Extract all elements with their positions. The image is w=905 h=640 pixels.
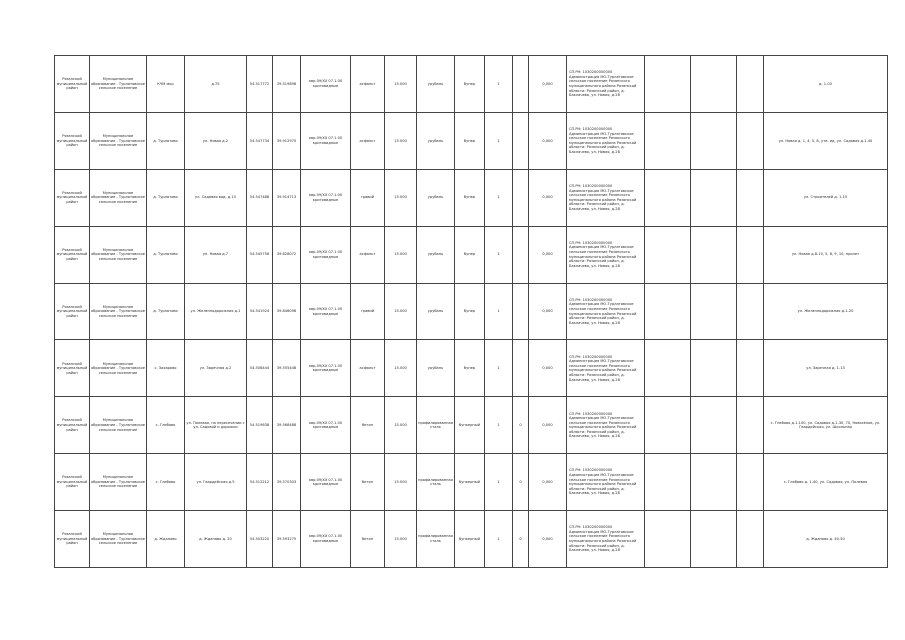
table-cell: 0 (513, 397, 529, 454)
table-cell: урубань (417, 283, 455, 340)
table-cell: урубань (417, 340, 455, 397)
table-cell (645, 226, 691, 283)
table-cell: бетон (351, 397, 385, 454)
table-cell: бунер (455, 340, 485, 397)
table-cell: 0,000 (529, 397, 567, 454)
table-cell: 54.517772 (247, 56, 273, 113)
table-row (55, 397, 888, 454)
table-cell: Рязанский муниципальный район (55, 397, 90, 454)
table-cell: бунер (455, 226, 485, 283)
table-cell: квр.09/ХХ 07.1.00 критовидные (301, 226, 351, 283)
table-cell: гравий (351, 283, 385, 340)
table-cell: Рязанский муниципальный район (55, 112, 90, 169)
table-cell: 39.593275 (273, 511, 301, 568)
table-cell: 1 (485, 283, 513, 340)
table-cell (513, 283, 529, 340)
table-cell (645, 340, 691, 397)
table-cell: 54.508444 (247, 340, 273, 397)
table-cell: бунер (455, 56, 485, 113)
table-cell: профилированная сталь (417, 454, 455, 511)
table-cell: 0,000 (529, 169, 567, 226)
table-cell: д. Жданово (147, 511, 185, 568)
table-cell: с. Глебово (147, 454, 185, 511)
table-cell: 1 (485, 340, 513, 397)
table-cell: 1 (485, 454, 513, 511)
table-cell (691, 169, 737, 226)
table-cell: ул. Полевая, на пересечении с ул. Садовой и дорожки (185, 397, 247, 454)
table-cell (513, 340, 529, 397)
table-cell (737, 169, 764, 226)
table-cell: 0 (513, 511, 529, 568)
table-cell: 39.914713 (273, 169, 301, 226)
table-cell (737, 226, 764, 283)
table-cell: ул. Садовая вод. д.15 (185, 169, 247, 226)
table-cell: бетон (351, 511, 385, 568)
table-cell: д. Турлатово (147, 169, 185, 226)
table-cell: 15.000 (385, 56, 417, 113)
table-cell: квр.09/ХХ 07.1.00 критовидные (301, 511, 351, 568)
table-row (55, 226, 888, 283)
table-cell (691, 340, 737, 397)
table-cell (645, 169, 691, 226)
table-cell (737, 340, 764, 397)
table-cell: д. Турлатово (147, 226, 185, 283)
table-cell: 54.503220 (247, 511, 273, 568)
table-cell: Рязанский муниципальный район (55, 340, 90, 397)
table-cell: СП.РН: 1030200000000 Администрация МО-Турлатовское сельское поселение Рязанского муниципального района Рязанской области: Рязанский район, д. Баклачево, ул. Новая, д.28 (567, 56, 645, 113)
table-cell: Муниципальное образование - Турлатовское сельское поселение (90, 340, 147, 397)
table-cell: д. Турлатово (147, 112, 185, 169)
table-cell: д. Жданово д. 20 (185, 511, 247, 568)
table-cell: д.75 (185, 56, 247, 113)
table-cell (645, 283, 691, 340)
table-cell: Рязанский муниципальный район (55, 226, 90, 283)
table-cell: КЧМ мкр (147, 56, 185, 113)
table-cell: ул. Новая д. 1, 4, 5, 8, уте. ид, ул. Садовая д.1-40 (764, 112, 888, 169)
table-cell: СП.РН: 1030200000000 Администрация МО-Турлатовское сельское поселение Рязанского муниципального района Рязанской области: Рязанский район, д. Баклачево, ул. Новая, д.28 (567, 169, 645, 226)
table-cell (645, 112, 691, 169)
table-cell: д. 1-03 (764, 56, 888, 113)
table-cell (737, 511, 764, 568)
table-cell: СП.РН: 1030200000000 Администрация МО-Турлатовское сельское поселение Рязанского муниципального района Рязанской области: Рязанский район, д. Баклачево, ул. Новая, д.28 (567, 283, 645, 340)
table-row (55, 454, 888, 511)
table-cell: Рязанский муниципальный район (55, 169, 90, 226)
table-cell: бунер (455, 283, 485, 340)
table-cell: 39.828072 (273, 226, 301, 283)
table-cell: ул. Новая д.7 (185, 226, 247, 283)
table-cell: 0,000 (529, 56, 567, 113)
table-cell: асфальт (351, 340, 385, 397)
table-cell: урубань (417, 112, 455, 169)
table-cell (645, 397, 691, 454)
table-cell: 15.000 (385, 340, 417, 397)
table-cell: бунер (455, 169, 485, 226)
table-cell: СП.РН: 1030200000000 Администрация МО-Турлатовское сельское поселение Рязанского муниципального района Рязанской области: Рязанский район, д. Баклачево, ул. Новая, д.28 (567, 511, 645, 568)
table-cell: Муниципальное образование - Турлатовское сельское поселение (90, 112, 147, 169)
table-cell: 1 (485, 397, 513, 454)
table-cell: 54.519838 (247, 397, 273, 454)
table-cell: 39.912970 (273, 112, 301, 169)
table-cell: с. Глебово д. 1-40, ул. Садовая, ул. Полевая (764, 454, 888, 511)
table-cell (645, 511, 691, 568)
table-cell: с. Захарово (147, 340, 185, 397)
table-cell: урубань (417, 226, 455, 283)
table-cell (737, 397, 764, 454)
table-cell (645, 56, 691, 113)
table-cell: 54.512212 (247, 454, 273, 511)
table-cell: СП.РН: 1030200000000 Администрация МО-Турлатовское сельское поселение Рязанского муниципального района Рязанской области: Рязанский район, д. Баклачево, ул. Новая, д.28 (567, 112, 645, 169)
table-cell: 1 (485, 56, 513, 113)
table-cell: 54.541924 (247, 283, 273, 340)
table-cell: квр.09/ХХ 07.1.00 критовидные (301, 397, 351, 454)
table-cell: квр.09/ХХ 07.1.00 критовидные (301, 169, 351, 226)
table-cell (737, 56, 764, 113)
table-cell (691, 112, 737, 169)
table-cell: ул. Железнодорожная д.1-20 (764, 283, 888, 340)
table-cell: урубань (417, 56, 455, 113)
table-cell: 15.000 (385, 397, 417, 454)
table-row (55, 169, 888, 226)
table-cell: СП.РН: 1030200000000 Администрация МО-Турлатовское сельское поселение Рязанского муниципального района Рязанской области: Рязанский район, д. Баклачево, ул. Новая, д.28 (567, 397, 645, 454)
table-row (55, 340, 888, 397)
table-cell: бункерный (455, 511, 485, 568)
table-cell (691, 283, 737, 340)
table-row (55, 56, 888, 113)
table-cell: 39.519898 (273, 56, 301, 113)
table-cell: бункерный (455, 454, 485, 511)
table-cell: квр.09/ХХ 07.1.00 критовидные (301, 112, 351, 169)
table-cell: квр.09/ХХ 07.1.00 критовидные (301, 340, 351, 397)
registry-table (54, 55, 888, 568)
table-cell: СП.РН: 1030200000000 Администрация МО-Турлатовское сельское поселение Рязанского муниципального района Рязанской области: Рязанский район, д. Баклачево, ул. Новая, д.28 (567, 340, 645, 397)
table-cell: ул. Новая д.8-10, 5, 6, 9, 10, пролет (764, 226, 888, 283)
table-cell: гравий (351, 169, 385, 226)
table-cell: 15.000 (385, 169, 417, 226)
table-cell: бункерный (455, 397, 485, 454)
table-cell (737, 112, 764, 169)
table-cell: с. Глебово (147, 397, 185, 454)
table-row (55, 112, 888, 169)
table-cell: квр.09/ХХ 07.1.00 критовидные (301, 283, 351, 340)
table-cell: асфальт (351, 112, 385, 169)
table-cell: 0,000 (529, 511, 567, 568)
table-cell: СП.РН: 1030200000000 Администрация МО-Турлатовское сельское поселение Рязанского муниципального района Рязанской области: Рязанский район, д. Баклачево, ул. Новая, д.28 (567, 454, 645, 511)
table-cell: квр.09/ХХ 07.1.00 критовидные (301, 454, 351, 511)
table-cell (691, 511, 737, 568)
table-cell: 54.547734 (247, 112, 273, 169)
table-cell (691, 397, 737, 454)
table-cell: 1 (485, 226, 513, 283)
table-cell (513, 226, 529, 283)
table-cell: ул. Заречная д. 1-13 (764, 340, 888, 397)
table-cell: 54.547488 (247, 169, 273, 226)
table-cell: ул. Гвардейская д.5 (185, 454, 247, 511)
table-cell: профилированная сталь (417, 397, 455, 454)
table-cell (691, 454, 737, 511)
table-cell: 0,000 (529, 226, 567, 283)
table-cell: д. Турлатово (147, 283, 185, 340)
table-cell (691, 56, 737, 113)
table-cell (645, 454, 691, 511)
table-cell: Рязанский муниципальный район (55, 56, 90, 113)
table-cell: 0,000 (529, 112, 567, 169)
table-cell (513, 112, 529, 169)
table-cell: Муниципальное образование - Турлатовское сельское поселение (90, 283, 147, 340)
table-cell: Муниципальное образование - Турлатовское сельское поселение (90, 56, 147, 113)
table-cell: профилированная сталь (417, 511, 455, 568)
table-cell: 39.555448 (273, 340, 301, 397)
table-cell: 39.846098 (273, 283, 301, 340)
table-cell: Рязанский муниципальный район (55, 283, 90, 340)
table-cell: 0,000 (529, 340, 567, 397)
table-cell: 15.000 (385, 283, 417, 340)
table-cell (737, 454, 764, 511)
table-cell: 39.568488 (273, 397, 301, 454)
table-cell: СП.РН: 1030200000000 Администрация МО-Турлатовское сельское поселение Рязанского муниципального района Рязанской области: Рязанский район, д. Баклачево, ул. Новая, д.28 (567, 226, 645, 283)
table-cell: 1 (485, 169, 513, 226)
table-cell: ул. Железнодорожная д.1 (185, 283, 247, 340)
table-cell: Муниципальное образование - Турлатовское сельское поселение (90, 169, 147, 226)
table-cell: урубань (417, 169, 455, 226)
table-cell: д. Жданово д. 40-50 (764, 511, 888, 568)
table-cell: 39.570303 (273, 454, 301, 511)
table-cell: Рязанский муниципальный район (55, 511, 90, 568)
table-cell: ул. Новая д.2 (185, 112, 247, 169)
table-row (55, 511, 888, 568)
table-cell: 0 (513, 454, 529, 511)
table-cell: 15.000 (385, 454, 417, 511)
table-cell: ул. Строителей д. 1-15 (764, 169, 888, 226)
table-cell: Муниципальное образование - Турлатовское сельское поселение (90, 226, 147, 283)
table-cell (691, 226, 737, 283)
table-cell: Муниципальное образование - Турлатовское сельское поселение (90, 397, 147, 454)
table-cell (513, 56, 529, 113)
table-cell: бунер (455, 112, 485, 169)
table-cell: с. Глебово д.1-100, ул. Садовая д.1-30, 70, Новосёлов, ул. Гвардейская, ул. Школьная (764, 397, 888, 454)
table-cell: Муниципальное образование - Турлатовское сельское поселение (90, 511, 147, 568)
table-cell (513, 169, 529, 226)
table-cell: асфальт (351, 56, 385, 113)
table-cell: 15.000 (385, 511, 417, 568)
table-cell: 0,000 (529, 454, 567, 511)
table-cell: 0,000 (529, 283, 567, 340)
table-cell (737, 283, 764, 340)
table-cell: асфальт (351, 226, 385, 283)
table-cell: Рязанский муниципальный район (55, 454, 90, 511)
table-cell: 15.000 (385, 226, 417, 283)
table-cell: бетон (351, 454, 385, 511)
table-cell: Муниципальное образование - Турлатовское сельское поселение (90, 454, 147, 511)
table-cell: 54.545756 (247, 226, 273, 283)
table-row (55, 283, 888, 340)
table-cell: ул. Заречная д.2 (185, 340, 247, 397)
table-cell: 15.000 (385, 112, 417, 169)
table-cell: квр.09/ХХ 07.1.00 критовидные (301, 56, 351, 113)
table-cell: 1 (485, 511, 513, 568)
table-cell: 1 (485, 112, 513, 169)
